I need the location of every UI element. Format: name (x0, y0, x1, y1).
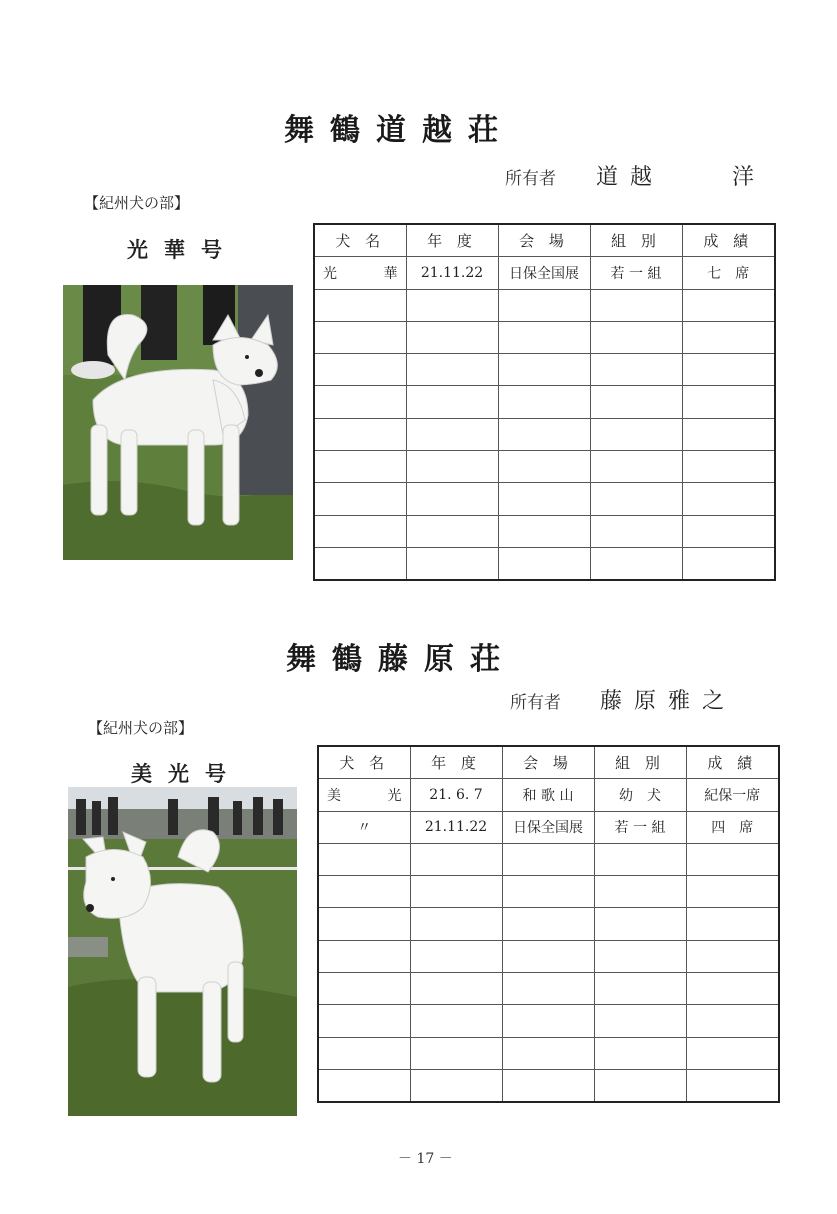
col-header-year: 年 度 (410, 746, 502, 779)
kennel-title: 舞鶴藤原荘 (286, 642, 516, 677)
col-header-venue: 会 場 (502, 746, 594, 779)
col-header-class: 組 別 (590, 224, 682, 257)
col-header-year: 年 度 (406, 224, 498, 257)
show-record-table (317, 745, 780, 1103)
table-row-empty (318, 843, 779, 875)
table-row-empty (318, 940, 779, 972)
cell-venue: 和 歌 山 (502, 779, 594, 811)
table-row (314, 257, 775, 289)
cell-class: 幼 犬 (594, 779, 686, 811)
section-label: 【紀州犬の部】 (84, 194, 190, 212)
col-header-result: 成 績 (682, 224, 775, 257)
table-row (318, 811, 779, 843)
table-header-row (314, 224, 775, 257)
cell-year: 21.11.22 (410, 811, 502, 843)
cell-dog-name: 美 光 (318, 779, 410, 811)
table-row-empty (318, 1069, 779, 1102)
owner-label: 所有者 (505, 169, 556, 189)
kennel-title: 舞鶴道越荘 (284, 113, 514, 148)
section-label: 【紀州犬の部】 (88, 719, 194, 737)
owner-name: 道越 洋 (596, 165, 767, 190)
col-header-dog-name: 犬 名 (314, 224, 406, 257)
col-header-result: 成 績 (686, 746, 779, 779)
table-row-empty (318, 1037, 779, 1069)
cell-class: 若 一 組 (594, 811, 686, 843)
table-row-empty (314, 483, 775, 515)
dog-name: 光華号 (127, 238, 238, 262)
cell-dog-name: 光 華 (314, 257, 406, 289)
cell-result: 七 席 (682, 257, 775, 289)
cell-venue: 日保全国展 (502, 811, 594, 843)
table-row-empty (318, 1005, 779, 1037)
table-row-empty (318, 973, 779, 1005)
table-row-empty (318, 908, 779, 940)
page-number: － 17 － (398, 1151, 453, 1167)
cell-class: 若 一 組 (590, 257, 682, 289)
dog-photo (63, 285, 293, 560)
cell-venue: 日保全国展 (498, 257, 590, 289)
show-record-table (313, 223, 776, 581)
cell-year: 21.11.22 (406, 257, 498, 289)
table-row-empty (318, 876, 779, 908)
dog-photo (68, 787, 297, 1116)
owner-label: 所有者 (510, 693, 561, 713)
col-header-dog-name: 犬 名 (318, 746, 410, 779)
table-row-empty (314, 354, 775, 386)
table-row-empty (314, 321, 775, 353)
owner-name: 藤原雅之 (600, 689, 737, 714)
cell-dog-name: 〃 (318, 811, 410, 843)
dog-photo-illustration (68, 787, 297, 1116)
table-row-empty (314, 386, 775, 418)
table-header-row (318, 746, 779, 779)
table-row-empty (314, 451, 775, 483)
table-row-empty (314, 418, 775, 450)
cell-result: 紀保一席 (686, 779, 779, 811)
col-header-venue: 会 場 (498, 224, 590, 257)
dog-photo-illustration (63, 285, 293, 560)
col-header-class: 組 別 (594, 746, 686, 779)
dog-name: 美光号 (131, 762, 242, 786)
cell-result: 四 席 (686, 811, 779, 843)
table-row (318, 779, 779, 811)
cell-year: 21. 6. 7 (410, 779, 502, 811)
table-row-empty (314, 289, 775, 321)
table-row-empty (314, 547, 775, 580)
table-row-empty (314, 515, 775, 547)
